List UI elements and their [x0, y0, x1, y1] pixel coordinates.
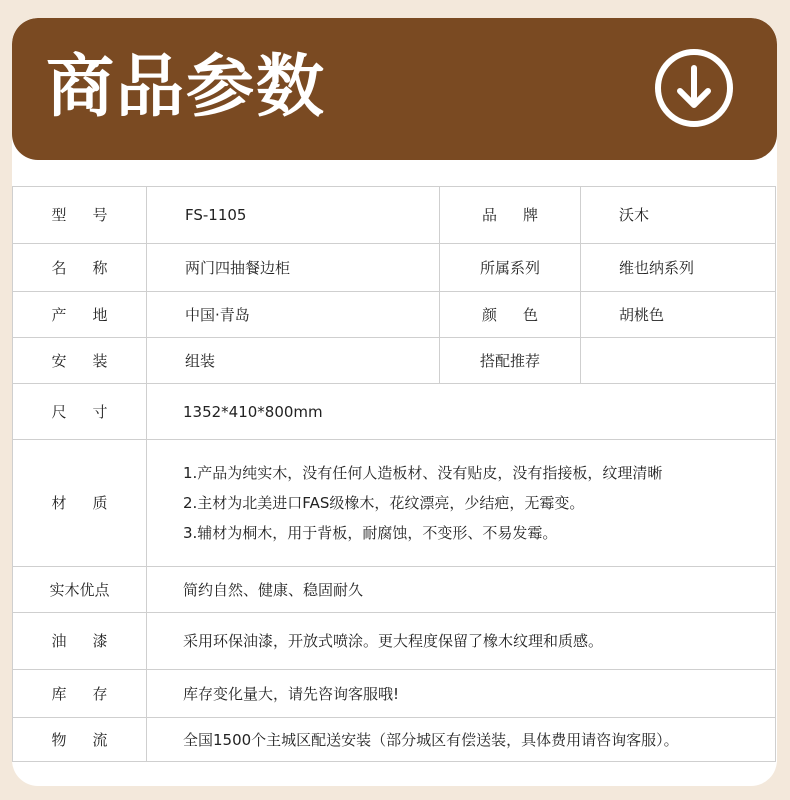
value-match [581, 338, 776, 384]
label-logistics: 物 流 [13, 718, 147, 762]
value-logistics: 全国1500个主城区配送安装（部分城区有偿送装，具体费用请咨询客服）。 [147, 718, 776, 762]
table-row-material [13, 440, 776, 567]
value-name: 两门四抽餐边柜 [147, 244, 440, 292]
value-origin: 中国·青岛 [147, 292, 440, 338]
material-line-2: 2.主材为北美进口FAS级橡木，花纹漂亮，少结疤，无霉变。 [183, 494, 585, 512]
value-color: 胡桃色 [581, 292, 776, 338]
table-row-paint [13, 613, 776, 670]
page-title: 商品参数 [46, 48, 327, 127]
value-size: 1352*410*800mm [147, 384, 776, 440]
label-name: 名 称 [13, 244, 147, 292]
label-brand: 品 牌 [440, 187, 581, 244]
label-model: 型 号 [13, 187, 147, 244]
params-table [12, 186, 776, 762]
label-origin: 产 地 [13, 292, 147, 338]
table-row-logistics [13, 718, 776, 762]
label-size: 尺 寸 [13, 384, 147, 440]
table-row-name [13, 244, 776, 292]
value-advantage: 简约自然、健康、稳固耐久 [147, 567, 776, 613]
header-banner [12, 18, 777, 160]
table-row-size [13, 384, 776, 440]
label-install: 安 装 [13, 338, 147, 384]
label-material: 材 质 [13, 440, 147, 567]
label-paint: 油 漆 [13, 613, 147, 670]
label-advantage: 实木优点 [13, 567, 147, 613]
value-paint: 采用环保油漆，开放式喷涂。更大程度保留了橡木纹理和质感。 [147, 613, 776, 670]
value-stock: 库存变化量大，请先咨询客服哦! [147, 670, 776, 718]
table-row-origin [13, 292, 776, 338]
label-stock: 库 存 [13, 670, 147, 718]
label-series: 所属系列 [440, 244, 581, 292]
table-row-stock [13, 670, 776, 718]
table-row-advantage [13, 567, 776, 613]
material-line-3: 3.辅材为桐木，用于背板，耐腐蚀，不变形、不易发霉。 [183, 524, 558, 542]
table-row-model [13, 187, 776, 244]
value-model: FS-1105 [147, 187, 440, 244]
product-params-card [12, 18, 777, 786]
label-match: 搭配推荐 [440, 338, 581, 384]
value-brand: 沃木 [581, 187, 776, 244]
value-install: 组装 [147, 338, 440, 384]
material-line-1: 1.产品为纯实木，没有任何人造板材、没有贴皮，没有指接板，纹理清晰 [183, 464, 663, 482]
value-material [147, 440, 776, 567]
arrow-down-circle-icon[interactable] [654, 48, 734, 128]
value-series: 维也纳系列 [581, 244, 776, 292]
label-color: 颜 色 [440, 292, 581, 338]
table-row-install [13, 338, 776, 384]
